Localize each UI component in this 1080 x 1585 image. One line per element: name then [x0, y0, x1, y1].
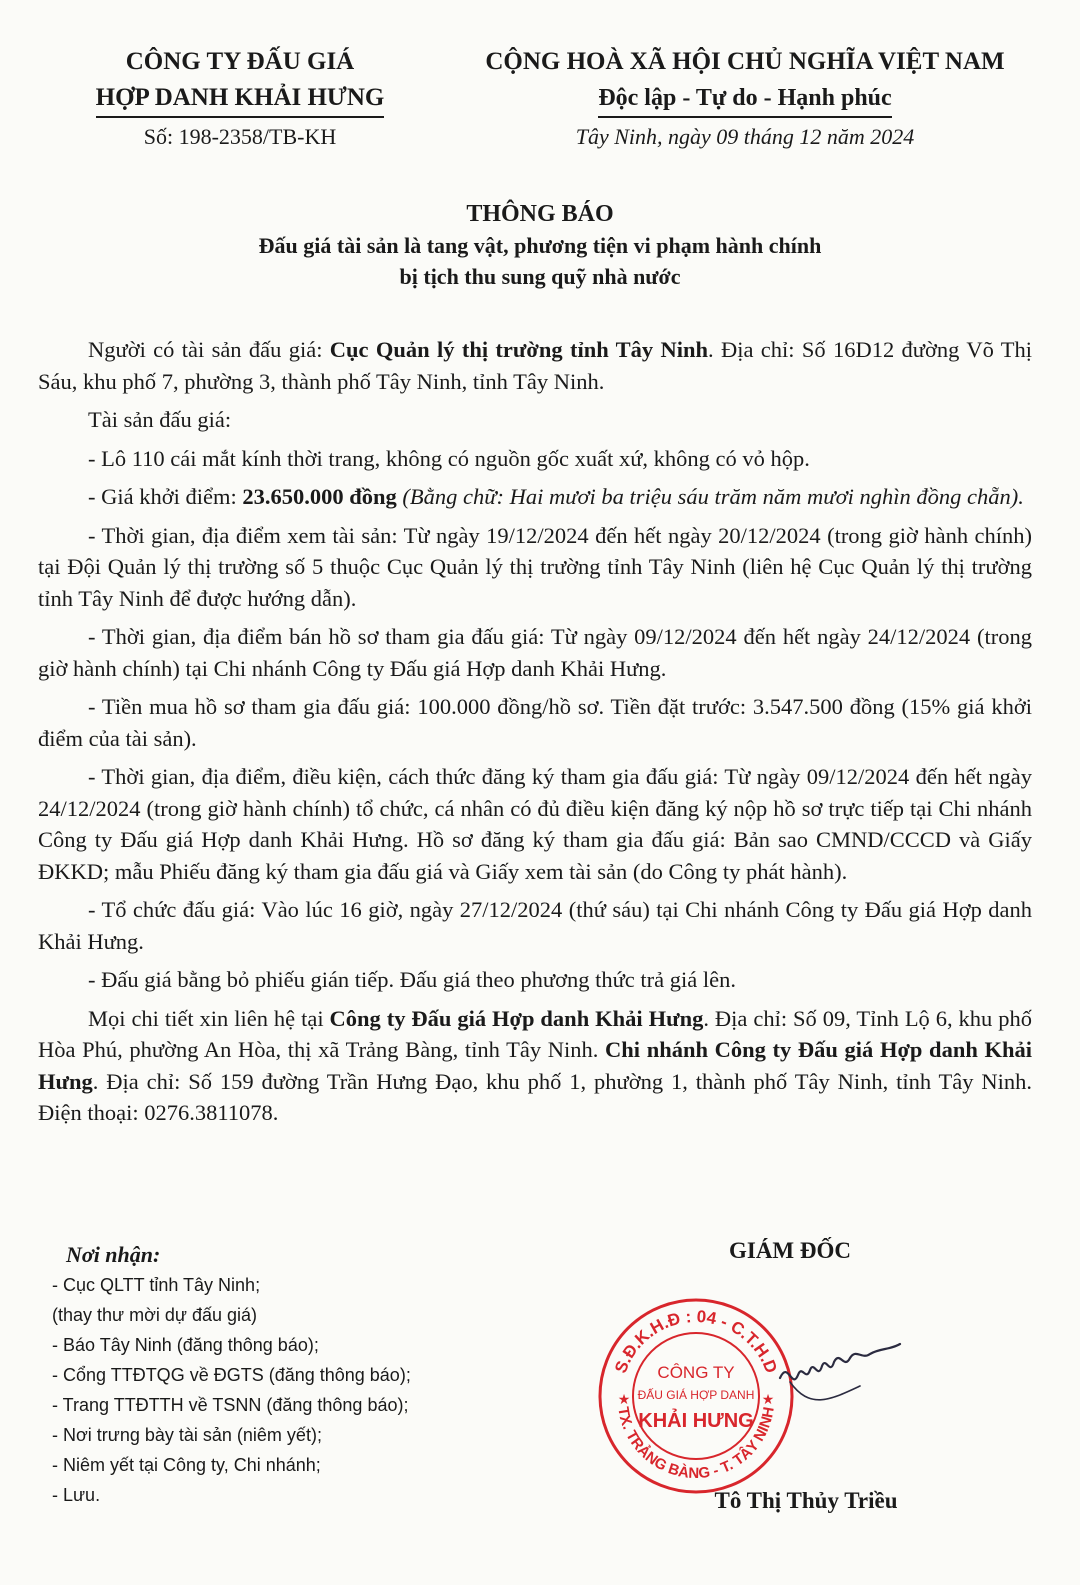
company-name-line1: CÔNG TY ĐẤU GIÁ [125, 48, 355, 75]
svg-text:★: ★ [617, 1391, 631, 1407]
starting-price-value: 23.650.000 đồng [242, 484, 397, 509]
branch-name-bold: Chi nhánh Công ty Đấu giá Hợp danh Khải Hưng [38, 1037, 1032, 1094]
signer-title: GIÁM ĐỐC [728, 1238, 852, 1263]
text-span: . Địa chỉ: Số 16D12 đường Võ Thị Sáu, khu phố 7, phường 3, thành phố Tây Ninh, tỉnh Tây Ninh. [38, 337, 1033, 394]
paragraph-dossier-sale: - Thời gian, địa điểm bán hồ sơ tham gia đấu giá: Từ ngày 09/12/2024 đến hết ngày 24/12/2024 (trong giờ hành chính) tại Chi nhánh Công ty Đấu giá Hợp danh Khải Hưng. [38, 624, 1032, 681]
text-span: . Địa chỉ: Số 159 đường Trần Hưng Đạo, khu phố 1, phường 1, thành phố Tây Ninh, tỉnh Tây Ninh. Điện thoại: 0276.3811078. [38, 1068, 1032, 1125]
recipients-title: Nơi nhận: [66, 1242, 161, 1267]
svg-text:★: ★ [761, 1391, 775, 1407]
paragraph-auction-method: - Đấu giá bằng bỏ phiếu gián tiếp. Đấu giá theo phương thức trả giá lên. [88, 967, 736, 992]
company-header [40, 44, 440, 118]
text-span: Mọi chi tiết xin liên hệ tại [88, 1005, 330, 1031]
recipient-item: - Lưu. [52, 1485, 101, 1505]
recipient-item: - Cổng TTĐTQG về ĐGTS (đăng thông báo); [52, 1365, 411, 1385]
signer-name: Tô Thị Thủy Triều [714, 1488, 898, 1513]
seal-line3: KHẢI HƯNG [638, 1410, 754, 1432]
national-motto: Độc lập - Tự do - Hạnh phúc [598, 80, 891, 118]
paragraph-contact [38, 1003, 1032, 1129]
paragraph-dossier-fee: - Tiền mua hồ sơ tham gia đấu giá: 100.000 đồng/hồ sơ. Tiền đặt trước: 3.547.500 đồng (15% giá khởi điểm của tài sản). [38, 694, 1032, 751]
recipient-item: - Cục QLTT tỉnh Tây Ninh; [52, 1275, 261, 1295]
paragraph-starting-price [38, 481, 1032, 513]
recipient-item: - Niêm yết tại Công ty, Chi nhánh; [52, 1455, 321, 1475]
paragraph-registration: - Thời gian, địa điểm, điều kiện, cách thức đăng ký tham gia đấu giá: Từ ngày 09/12/2024 đến hết ngày 24/12/2024 (trong giờ hành chính) tổ chức, cá nhân có đủ điều kiện đăng ký nộp hồ sơ trực tiếp tại Chi nhánh Công ty Đấu giá Hợp danh Khải Hưng. Hồ sơ đăng ký tham gia đấu giá: Bản sao CMND/CCCD và Giấy ĐKKD; mẫu Phiếu đăng ký tham gia đấu giá và Giấy xem tài sản (do Công ty phát hành). [38, 764, 1032, 884]
paragraph-asset-item: - Lô 110 cái mắt kính thời trang, không có nguồn gốc xuất xứ, không có vỏ hộp. [88, 445, 810, 471]
company-name-bold: Công ty Đấu giá Hợp danh Khải Hưng [329, 1005, 704, 1031]
seal-ring-text: S.Đ.K.H.Đ : 04 - C.T.H.D [611, 1306, 781, 1376]
asset-owner-name: Cục Quản lý thị trường tỉnh Tây Ninh [329, 337, 709, 362]
document-subtitle-line1: Đấu giá tài sản là tang vật, phương tiện vi phạm hành chính [258, 233, 822, 258]
text-span: - Giá khởi điểm: [88, 484, 243, 509]
seal-bottom-text: TX. TRẢNG BÀNG - T. TÂY NINH [614, 1405, 778, 1483]
paragraph-asset-heading: Tài sản đấu giá: [88, 407, 232, 432]
seal-line1: CÔNG TY [657, 1363, 735, 1382]
text-span: Người có tài sản đấu giá: [88, 337, 330, 362]
recipient-item: - Nơi trưng bày tài sản (niêm yết); [52, 1425, 322, 1445]
recipients-block [52, 1240, 522, 1510]
company-seal-icon [596, 1296, 796, 1496]
recipient-item: - Báo Tây Ninh (đăng thông báo); [52, 1335, 319, 1355]
handwritten-signature-icon [770, 1320, 910, 1430]
company-name-line2: HỢP DANH KHẢI HƯNG [96, 80, 385, 118]
document-title: THÔNG BÁO [466, 201, 614, 227]
text-span: . Địa chỉ: Số 09, Tỉnh Lộ 6, khu phố Hòa Phú, phường An Hòa, thị xã Trảng Bàng, tỉnh Tây Ninh. [38, 1005, 1032, 1062]
document-subtitle-line2: bị tịch thu sung quỹ nhà nước [399, 264, 681, 289]
paragraph-asset-owner [38, 334, 1032, 397]
recipient-item: (thay thư mời dự đấu giá) [52, 1305, 257, 1325]
nation-header [440, 44, 1050, 118]
document-body [38, 334, 1032, 1136]
document-date: Tây Ninh, ngày 09 tháng 12 năm 2024 [575, 124, 915, 149]
starting-price-in-words: (Bằng chữ: Hai mươi ba triệu sáu trăm năm mươi nghìn đồng chẵn). [396, 484, 1024, 509]
seal-line2: ĐẤU GIÁ HỢP DANH [637, 1388, 755, 1402]
paragraph-viewing-time: - Thời gian, địa điểm xem tài sản: Từ ngày 19/12/2024 đến hết ngày 20/12/2024 (trong giờ hành chính) tại Đội Quản lý thị trường số 5 thuộc Cục Quản lý thị trường tỉnh Tây Ninh (liên hệ Cục Quản lý thị trường tỉnh Tây Ninh để được hướng dẫn). [38, 522, 1032, 611]
document-number: Số: 198-2358/TB-KH [143, 124, 337, 149]
nation-name: CỘNG HOÀ XÃ HỘI CHỦ NGHĨA VIỆT NAM [485, 48, 1005, 75]
paragraph-auction-time: - Tổ chức đấu giá: Vào lúc 16 giờ, ngày 27/12/2024 (thứ sáu) tại Chi nhánh Công ty Đấu giá Hợp danh Khải Hưng. [38, 897, 1032, 954]
document-title-block [60, 198, 1020, 292]
recipient-item: - Trang TTĐTTH về TSNN (đăng thông báo); [52, 1395, 409, 1415]
